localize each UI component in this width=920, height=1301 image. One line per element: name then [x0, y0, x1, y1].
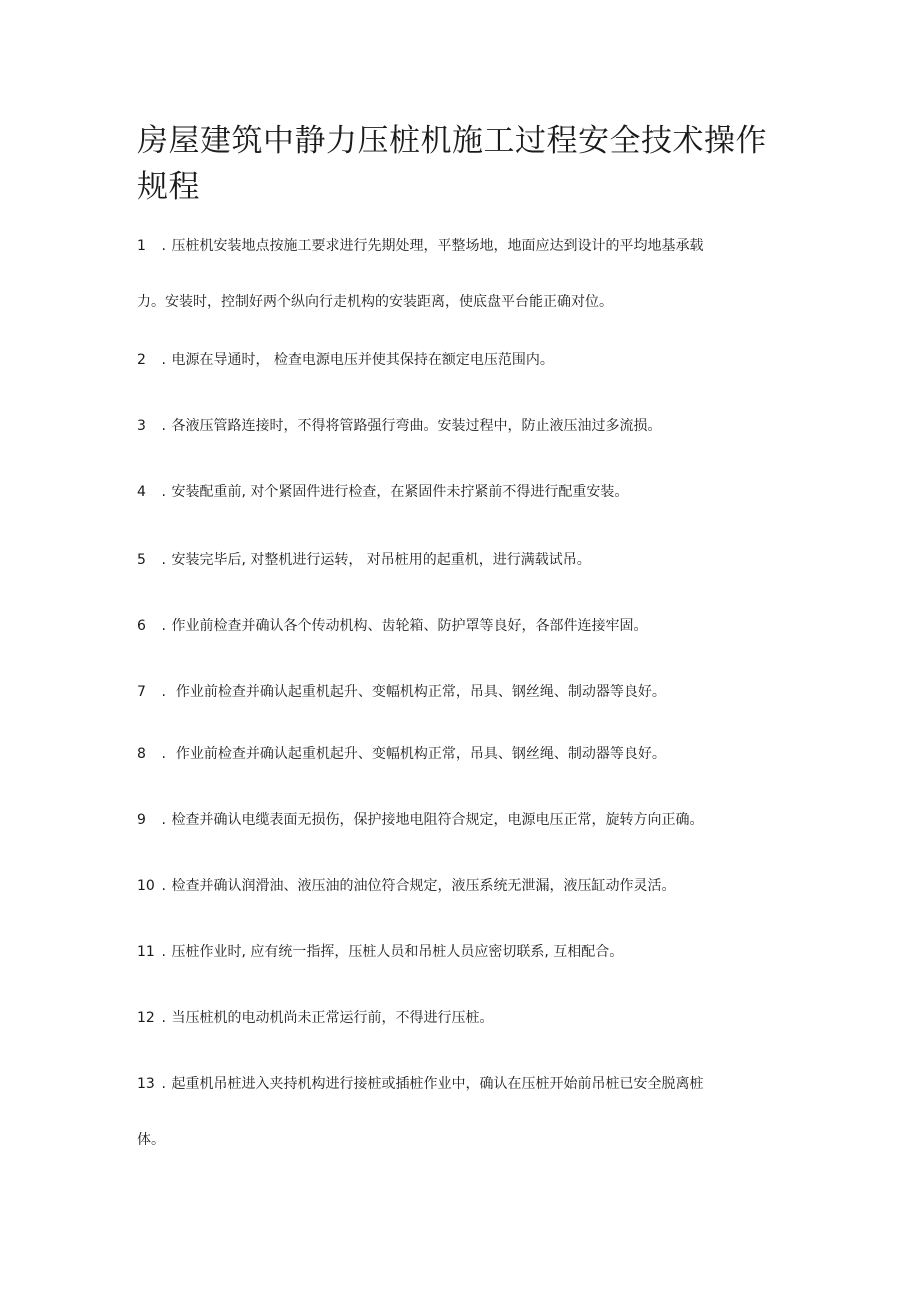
document-title: 房屋建筑中静力压桩机施工过程安全技术操作规程	[137, 123, 767, 205]
list-item	[137, 218, 777, 330]
item-text-continuation: 体。	[137, 1132, 165, 1148]
item-number: 5	[137, 552, 146, 568]
item-number: 11	[137, 944, 155, 960]
item-number: 9	[137, 812, 146, 828]
list-item	[137, 398, 777, 454]
item-text: 安装配重前, 对个紧固件进行检查，在紧固件未拧紧前不得进行配重安装。	[171, 484, 629, 500]
item-number: 12	[137, 1010, 155, 1026]
list-item	[137, 726, 777, 782]
item-text: 作业前检查并确认起重机起升、变幅机构正常，吊具、钢丝绳、制动器等良好。	[171, 684, 666, 700]
item-number: 1	[137, 238, 146, 254]
item-separator: .	[161, 1010, 166, 1026]
item-separator: .	[161, 238, 166, 254]
list-item	[137, 664, 777, 720]
list-item	[137, 532, 777, 588]
item-separator: .	[161, 352, 166, 368]
item-number: 4	[137, 484, 146, 500]
item-text-continuation: 力。安装时，控制好两个纵向行走机构的安装距离，使底盘平台能正确对位。	[137, 294, 613, 310]
item-number: 2	[137, 352, 146, 368]
item-number: 3	[137, 418, 146, 434]
item-number: 10	[137, 878, 155, 894]
item-text: 压桩机安装地点按施工要求进行先期处理，平整场地，地面应达到设计的平均地基承载	[171, 238, 704, 254]
list-item	[137, 924, 777, 980]
item-separator: .	[161, 1076, 166, 1092]
item-number: 6	[137, 618, 146, 634]
list-item	[137, 332, 777, 388]
list-item	[137, 858, 777, 914]
item-separator: .	[161, 552, 166, 568]
item-number: 8	[137, 746, 146, 762]
item-separator: .	[161, 684, 166, 700]
item-text: 检查并确认润滑油、液压油的油位符合规定，液压系统无泄漏，液压缸动作灵活。	[171, 878, 676, 894]
item-separator: .	[161, 944, 166, 960]
item-text: 安装完毕后, 对整机进行运转， 对吊桩用的起重机，进行满载试吊。	[171, 552, 591, 568]
list-item	[137, 792, 777, 848]
list-item	[137, 990, 777, 1046]
item-number: 7	[137, 684, 146, 700]
item-text: 电源在导通时， 检查电源电压并使其保持在额定电压范围内。	[171, 352, 554, 368]
item-separator: .	[161, 484, 166, 500]
item-separator: .	[161, 418, 166, 434]
item-text: 作业前检查并确认各个传动机构、齿轮箱、防护罩等良好，各部件连接牢固。	[171, 618, 648, 634]
item-text: 当压桩机的电动机尚未正常运行前，不得进行压桩。	[171, 1010, 494, 1026]
item-separator: .	[161, 618, 166, 634]
list-item	[137, 464, 777, 520]
item-separator: .	[161, 746, 166, 762]
item-number: 13	[137, 1076, 155, 1092]
item-text: 压桩作业时, 应有统一指挥，压桩人员和吊桩人员应密切联系, 互相配合。	[171, 944, 624, 960]
item-text: 各液压管路连接时，不得将管路强行弯曲。安装过程中，防止液压油过多流损。	[171, 418, 662, 434]
list-item	[137, 598, 777, 654]
item-text: 检查并确认电缆表面无损伤，保护接地电阻符合规定，电源电压正常，旋转方向正确。	[171, 812, 704, 828]
item-separator: .	[161, 812, 166, 828]
list-item	[137, 1056, 777, 1168]
item-separator: .	[161, 878, 166, 894]
item-text: 起重机吊桩进入夹持机构进行接桩或插桩作业中，确认在压桩开始前吊桩已安全脱离桩	[171, 1076, 704, 1092]
item-text: 作业前检查并确认起重机起升、变幅机构正常，吊具、钢丝绳、制动器等良好。	[171, 746, 666, 762]
